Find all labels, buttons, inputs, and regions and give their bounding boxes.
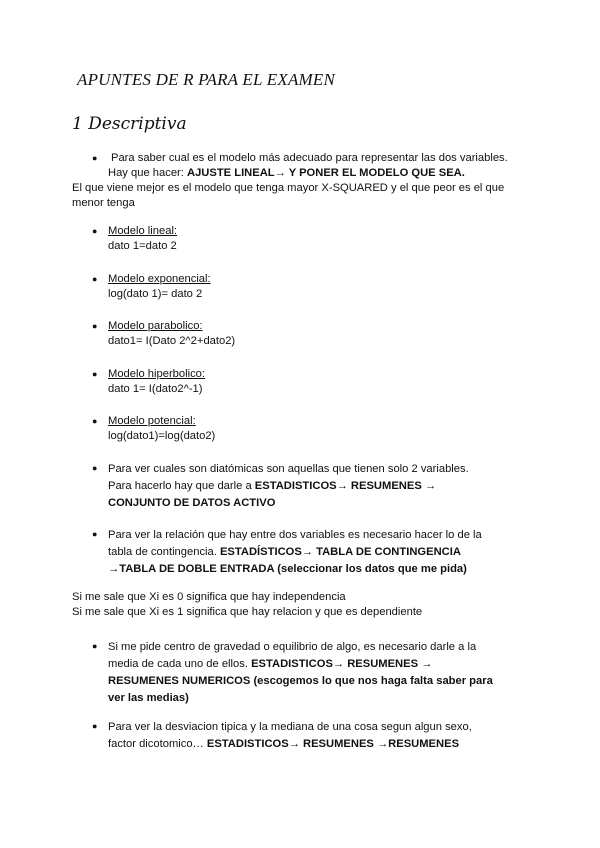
desviacion-bold: ESTADISTICOS→ RESUMENES →RESUMENES — [206, 738, 460, 750]
centro-bold: ESTADISTICOS→ RESUMENES → — [251, 658, 433, 670]
relacion-line: Para ver la relación que hay entre dos variables es necesario hacer lo de la — [108, 529, 482, 541]
intro-bold: AJUSTE LINEAL→ Y PONER EL MODELO QUE SEA. — [186, 167, 465, 179]
intro-block — [108, 151, 508, 181]
relacion-text: tabla de contingencia. — [108, 546, 220, 558]
intro-after-line: menor tenga — [72, 197, 135, 209]
model-formula: log(dato1)=log(dato2) — [108, 430, 216, 442]
model-item — [108, 414, 215, 444]
centro-bold: RESUMENES NUMERICOS (escogemos lo que nos haga falta saber para — [108, 675, 493, 687]
intro-after-line: El que viene mejor es el modelo que tenga mayor X-SQUARED y el que peor es el que — [72, 182, 505, 194]
bullet-icon: ● — [92, 721, 98, 731]
model-formula: dato1= I(Dato 2^2+dato2) — [108, 335, 236, 347]
desviacion-line: Para ver la desviacion tipica y la mediana de una cosa segun algun sexo, — [108, 721, 472, 733]
model-item — [108, 319, 235, 349]
relacion-bold: →TABLA DE DOBLE ENTRADA (seleccionar los datos que me pida) — [108, 563, 467, 575]
model-name: Modelo exponencial: — [108, 273, 211, 285]
section-heading: 1 Descriptiva — [72, 114, 187, 134]
relacion-block — [108, 527, 482, 578]
model-name: Modelo lineal: — [108, 225, 178, 237]
diatomicas-text: Para hacerlo hay que darle a — [108, 480, 255, 492]
bullet-icon: ● — [92, 416, 98, 426]
xi-block — [72, 590, 422, 620]
bullet-icon: ● — [92, 321, 98, 331]
document-title: APUNTES DE R PARA EL EXAMEN — [77, 70, 336, 89]
desviacion-text: factor dicotomico… — [108, 738, 207, 750]
bullet-icon: ● — [92, 274, 98, 284]
centro-line: Si me pide centro de gravedad o equilibrio de algo, es necesario darle a la — [108, 641, 477, 653]
centro-text: media de cada uno de ellos. — [108, 658, 252, 670]
centro-line — [108, 656, 493, 673]
diatomicas-line: Para ver cuales son diatómicas son aquellas que tienen solo 2 variables. — [108, 463, 469, 475]
intro-line: Para saber cual es el modelo más adecuado para representar las dos variables. — [111, 152, 508, 164]
bullet-icon: ● — [92, 226, 98, 236]
centro-bold: ver las medias) — [108, 692, 189, 704]
bullet-icon: ● — [92, 529, 98, 539]
model-formula: dato 1= I(dato2^-1) — [108, 383, 203, 395]
intro-line — [108, 166, 508, 181]
intro-text: Hay que hacer: — [108, 167, 187, 179]
model-name: Modelo potencial: — [108, 415, 196, 427]
model-item — [108, 367, 205, 397]
model-name: Modelo hiperbolico: — [108, 368, 206, 380]
diatomicas-line — [108, 478, 469, 495]
diatomicas-block — [108, 461, 469, 512]
xi-line: Si me sale que Xi es 1 significa que hay relacion y que es dependiente — [72, 606, 423, 618]
model-formula: dato 1=dato 2 — [108, 240, 177, 252]
diatomicas-bold: ESTADISTICOS→ RESUMENES → — [254, 480, 437, 492]
model-item — [108, 272, 211, 302]
desviacion-block — [108, 719, 472, 753]
intro-after — [72, 181, 504, 211]
relacion-bold: ESTADÍSTICOS→ TABLA DE CONTINGENCIA — [219, 546, 461, 558]
diatomicas-bold: CONJUNTO DE DATOS ACTIVO — [108, 497, 276, 509]
model-item — [108, 224, 177, 254]
desviacion-line — [108, 736, 472, 753]
bullet-icon: ● — [92, 369, 98, 379]
bullet-icon: ● — [92, 463, 98, 473]
centro-block — [108, 639, 493, 707]
relacion-line — [108, 544, 482, 561]
bullet-icon: ● — [92, 153, 98, 163]
model-name: Modelo parabolico: — [108, 320, 203, 332]
bullet-icon: ● — [92, 641, 98, 651]
xi-line: Si me sale que Xi es 0 significa que hay independencia — [72, 591, 346, 603]
model-formula: log(dato 1)= dato 2 — [108, 288, 203, 300]
